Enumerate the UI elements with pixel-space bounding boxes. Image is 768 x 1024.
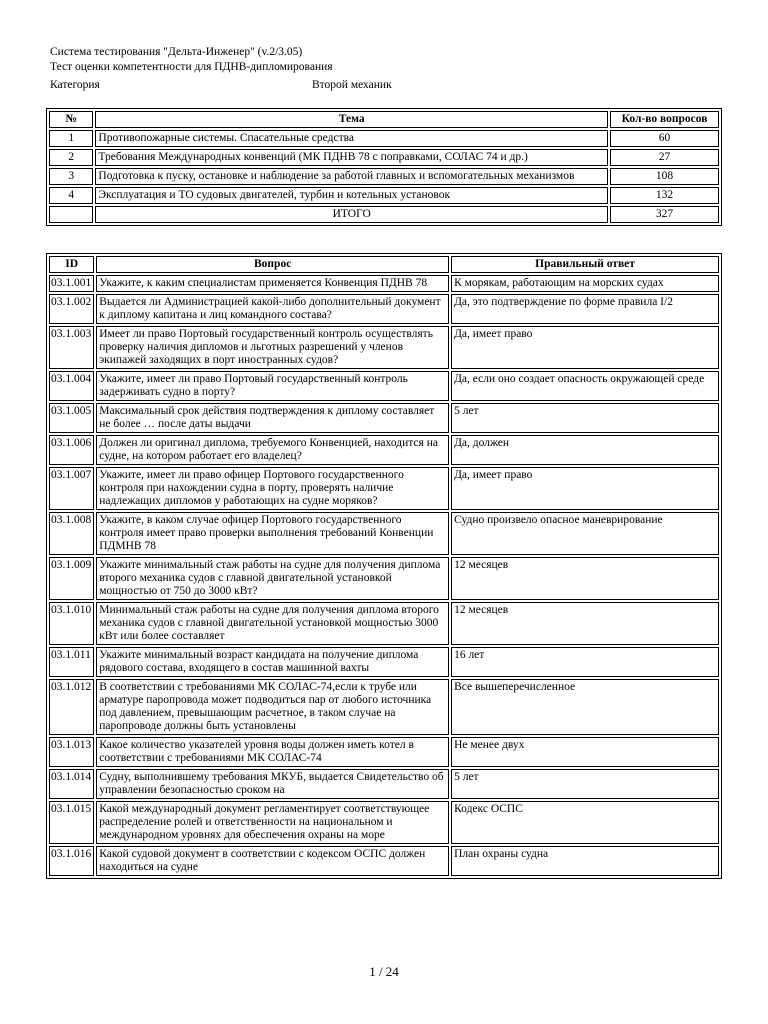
total-count: 327 xyxy=(610,206,719,223)
category-label: Категория xyxy=(50,79,100,91)
question-text: Укажите минимальный возраст кандидата на получение диплома рядового состава, входящего в состав машинной вахты xyxy=(96,647,449,677)
question-row xyxy=(49,435,719,465)
col-header-question: Вопрос xyxy=(96,256,449,273)
topic-row xyxy=(49,149,719,166)
questions-body xyxy=(49,275,719,876)
question-row xyxy=(49,294,719,324)
topic-count: 108 xyxy=(610,168,719,185)
topic-num: 3 xyxy=(49,168,93,185)
question-text: Укажите, имеет ли право Портовый государственный контроль задерживать судно в порту? xyxy=(96,371,449,401)
question-text: Укажите, в каком случае офицер Портового государственного контроля имеет право проверки выполнения требований Конвенции ПДМНВ 78 xyxy=(96,512,449,555)
question-text: Какой международный документ регламентирует соответствующее распределение ролей и ответственности на национальном и международном уровнях для обеспечения охраны на море xyxy=(96,801,449,844)
answer-text: Да, имеет право xyxy=(451,467,719,510)
col-header-id: ID xyxy=(49,256,94,273)
topic-name: Эксплуатация и ТО судовых двигателей, турбин и котельных установок xyxy=(95,187,608,204)
question-row xyxy=(49,467,719,510)
question-id: 03.1.009 xyxy=(49,557,94,600)
answer-text: 5 лет xyxy=(451,769,719,799)
answer-text: 12 месяцев xyxy=(451,557,719,600)
topic-row xyxy=(49,187,719,204)
topic-row xyxy=(49,130,719,147)
topics-header-row xyxy=(49,111,719,128)
topics-table xyxy=(46,108,722,226)
system-title: Система тестирования "Дельта-Инженер" (v.2/3.05) xyxy=(50,46,303,58)
question-id: 03.1.004 xyxy=(49,371,94,401)
answer-text: 5 лет xyxy=(451,403,719,433)
answer-text: Да, если оно создает опасность окружающей среде xyxy=(451,371,719,401)
topic-row xyxy=(49,168,719,185)
answer-text: Да, это подтверждение по форме правила I/2 xyxy=(451,294,719,324)
total-spacer xyxy=(49,206,93,223)
topic-num: 4 xyxy=(49,187,93,204)
answer-text: Не менее двух xyxy=(451,737,719,767)
question-id: 03.1.013 xyxy=(49,737,94,767)
answer-text: Да, должен xyxy=(451,435,719,465)
topic-count: 60 xyxy=(610,130,719,147)
question-row xyxy=(49,275,719,292)
questions-table xyxy=(46,253,722,879)
col-header-answer: Правильный ответ xyxy=(451,256,719,273)
question-id: 03.1.010 xyxy=(49,602,94,645)
question-id: 03.1.012 xyxy=(49,679,94,735)
answer-text: Судно произвело опасное маневрирование xyxy=(451,512,719,555)
question-text: Имеет ли право Портовый государственный контроль осуществлять проверку наличия дипломов и льготных разрешений у членов экипажей заходящих в порт иностранных судов? xyxy=(96,326,449,369)
question-id: 03.1.001 xyxy=(49,275,94,292)
question-row xyxy=(49,846,719,876)
question-text: Должен ли оригинал диплома, требуемого Конвенцией, находится на судне, на котором работает его владелец? xyxy=(96,435,449,465)
question-text: Какой судовой документ в соответствии с кодексом ОСПС должен находиться на судне xyxy=(96,846,449,876)
topic-num: 1 xyxy=(49,130,93,147)
question-id: 03.1.011 xyxy=(49,647,94,677)
question-text: Какое количество указателей уровня воды должен иметь котел в соответствии с требованиями МК СОЛАС-74 xyxy=(96,737,449,767)
question-row xyxy=(49,647,719,677)
answer-text: План охраны судна xyxy=(451,846,719,876)
question-row xyxy=(49,801,719,844)
col-header-num: № xyxy=(49,111,93,128)
answer-text: К морякам, работающим на морских судах xyxy=(451,275,719,292)
answer-text: 16 лет xyxy=(451,647,719,677)
col-header-count: Кол-во вопросов xyxy=(610,111,719,128)
question-row xyxy=(49,679,719,735)
question-text: Укажите, имеет ли право офицер Портового государственного контроля при нахождении судна в порту, проверять наличие надлежащих дипломов у работающих на судне моряков? xyxy=(96,467,449,510)
question-row xyxy=(49,371,719,401)
question-row xyxy=(49,769,719,799)
category-line xyxy=(50,78,410,93)
topic-name: Противопожарные системы. Спасательные средства xyxy=(95,130,608,147)
question-text: Минимальный стаж работы на судне для получения диплома второго механика судов с главной двигательной установкой мощностью 3000 кВт или более составляет xyxy=(96,602,449,645)
question-text: Выдается ли Администрацией какой-либо дополнительный документ к диплому капитана и лиц командного состава? xyxy=(96,294,449,324)
question-text: Укажите минимальный стаж работы на судне для получения диплома второго механика судов с главной двигательной установкой мощностью от 750 до 3000 кВт? xyxy=(96,557,449,600)
question-row xyxy=(49,557,719,600)
question-id: 03.1.002 xyxy=(49,294,94,324)
question-id: 03.1.008 xyxy=(49,512,94,555)
question-id: 03.1.007 xyxy=(49,467,94,510)
question-text: Судну, выполнившему требования МКУБ, выдается Свидетельство об управлении безопасностью сроком на xyxy=(96,769,449,799)
question-row xyxy=(49,326,719,369)
topics-total-row xyxy=(49,206,719,223)
page-indicator: 1 / 24 xyxy=(369,964,399,979)
question-id: 03.1.014 xyxy=(49,769,94,799)
answer-text: Все вышеперечисленное xyxy=(451,679,719,735)
topic-count: 132 xyxy=(610,187,719,204)
question-row xyxy=(49,602,719,645)
question-row xyxy=(49,403,719,433)
col-header-topic: Тема xyxy=(95,111,608,128)
category-value: Второй механик xyxy=(312,79,392,91)
question-id: 03.1.006 xyxy=(49,435,94,465)
question-text: Укажите, к каким специалистам применяется Конвенция ПДНВ 78 xyxy=(96,275,449,292)
total-label: ИТОГО xyxy=(95,206,608,223)
answer-text: 12 месяцев xyxy=(451,602,719,645)
question-id: 03.1.005 xyxy=(49,403,94,433)
question-id: 03.1.016 xyxy=(49,846,94,876)
topic-num: 2 xyxy=(49,149,93,166)
question-text: В соответствии с требованиями МК СОЛАС-74,если к трубе или арматуре паропровода может подводиться пар от любого источника под давлением, превышающим расчетное, в таком случае на паропроводе должны быть установлены xyxy=(96,679,449,735)
test-title: Тест оценки компетентности для ПДНВ-дипломирования xyxy=(50,61,333,73)
answer-text: Кодекс ОСПС xyxy=(451,801,719,844)
topic-name: Подготовка к пуску, остановке и наблюдение за работой главных и вспомогательных механизмов xyxy=(95,168,608,185)
question-row xyxy=(49,737,719,767)
questions-header-row xyxy=(49,256,719,273)
answer-text: Да, имеет право xyxy=(451,326,719,369)
question-row xyxy=(49,512,719,555)
question-text: Максимальный срок действия подтверждения к диплому составляет не более … после даты выдачи xyxy=(96,403,449,433)
topic-name: Требования Международных конвенций (МК ПДНВ 78 с поправками, СОЛАС 74 и др.) xyxy=(95,149,608,166)
question-id: 03.1.015 xyxy=(49,801,94,844)
question-id: 03.1.003 xyxy=(49,326,94,369)
topic-count: 27 xyxy=(610,149,719,166)
